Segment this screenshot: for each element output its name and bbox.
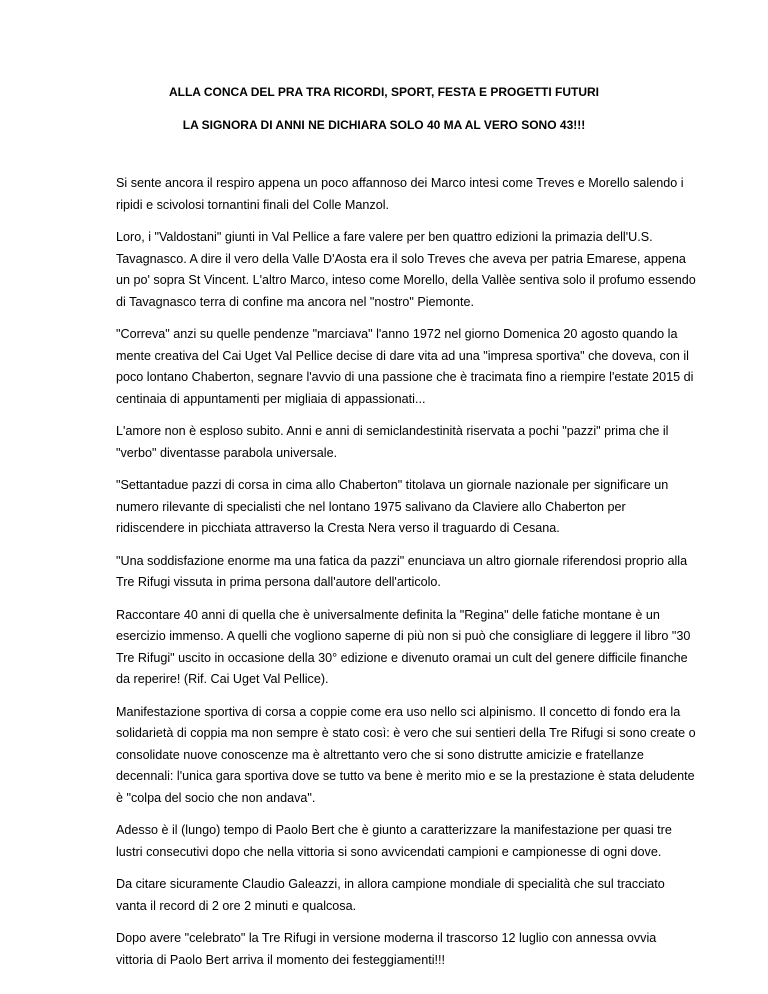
paragraph: L'amore non è esploso subito. Anni e anni di semiclandestinità riservata a pochi "pazzi" prima che il "verbo" diventasse parabola universale. [116, 424, 669, 460]
paragraph: Da citare sicuramente Claudio Galeazzi, in allora campione mondiale di specialità che sul tracciato vanta il record di 2 ore 2 minuti e qualcosa. [116, 877, 665, 913]
paragraph: Adesso è il (lungo) tempo di Paolo Bert che è giunto a caratterizzare la manifestazione per quasi tre lustri consecutivi dopo che nella vittoria si sono avvicendati campioni e campionesse di ogni dove. [116, 823, 672, 859]
paragraph: Si sente ancora il respiro appena un poco affannoso dei Marco intesi come Treves e Morello salendo i ripidi e scivolosi tornantini finali del Colle Manzol. [116, 176, 684, 212]
document-title: ALLA CONCA DEL PRA TRA RICORDI, SPORT, FESTA E PROGETTI FUTURI [168, 85, 599, 99]
paragraph: Loro, i "Valdostani" giunti in Val Pellice a fare valere per ben quattro edizioni la primazia dell'U.S. Tavagnasco. A dire il vero della Valle D'Aosta era il solo Treves che aveva per patria Emarese, appena un po' sopra St Vincent. L'altro Marco, inteso come Morello, della Vallèe sentiva solo il profumo essendo di Tavagnasco terra di confine ma ancora nel "nostro" Piemonte. [116, 230, 696, 309]
article-body [116, 173, 696, 982]
paragraph: Dopo avere "celebrato" la Tre Rifugi in versione moderna il trascorso 12 luglio con annessa ovvia vittoria di Paolo Bert arriva il momento dei festeggiamenti!!! [116, 931, 657, 967]
document-subtitle: LA SIGNORA DI ANNI NE DICHIARA SOLO 40 MA AL VERO SONO 43!!! [182, 118, 586, 132]
paragraph: Raccontare 40 anni di quella che è universalmente definita la "Regina" delle fatiche montane è un esercizio immenso. A quelli che vogliono saperne di più non si può che consigliare di leggere il libro "30 Tre Rifugi" uscito in occasione della 30° edizione e divenuto oramai un cult del genere difficile finanche da reperire! (Rif. Cai Uget Val Pellice). [116, 607, 691, 686]
paragraph: "Una soddisfazione enorme ma una fatica da pazzi" enunciava un altro giornale riferendosi proprio alla Tre Rifugi vissuta in prima persona dall'autore dell'articolo. [116, 553, 688, 589]
paragraph: "Settantadue pazzi di corsa in cima allo Chaberton" titolava un giornale nazionale per significare un numero rilevante di specialisti che nel lontano 1975 salivano da Claviere allo Chaberton per ridiscendere in picchiata attraverso la Cresta Nera verso il traguardo di Cesana. [116, 478, 669, 535]
paragraph: "Correva" anzi su quelle pendenze "marciava" l'anno 1972 nel giorno Domenica 20 agosto quando la mente creativa del Cai Uget Val Pellice decise di dare vita ad una "impresa sportiva" che doveva, con il poco lontano Chaberton, segnare l'avvio di una passione che è tracimata fino a riempire l'estate 2015 di centinaia di appuntamenti per migliaia di appassionati... [116, 327, 694, 406]
paragraph: Manifestazione sportiva di corsa a coppie come era uso nello sci alpinismo. Il concetto di fondo era la solidarietà di coppia ma non sempre è stato così: è vero che sui sentieri della Tre Rifugi si sono create o consolidate nuove conoscenze ma è altrettanto vero che si sono distrutte amicizie e fratellanze decennali: l'unica gara sportiva dove se tutto va bene è merito mio e se la prestazione è stata deludente è "colpa del socio che non andava". [116, 704, 696, 805]
